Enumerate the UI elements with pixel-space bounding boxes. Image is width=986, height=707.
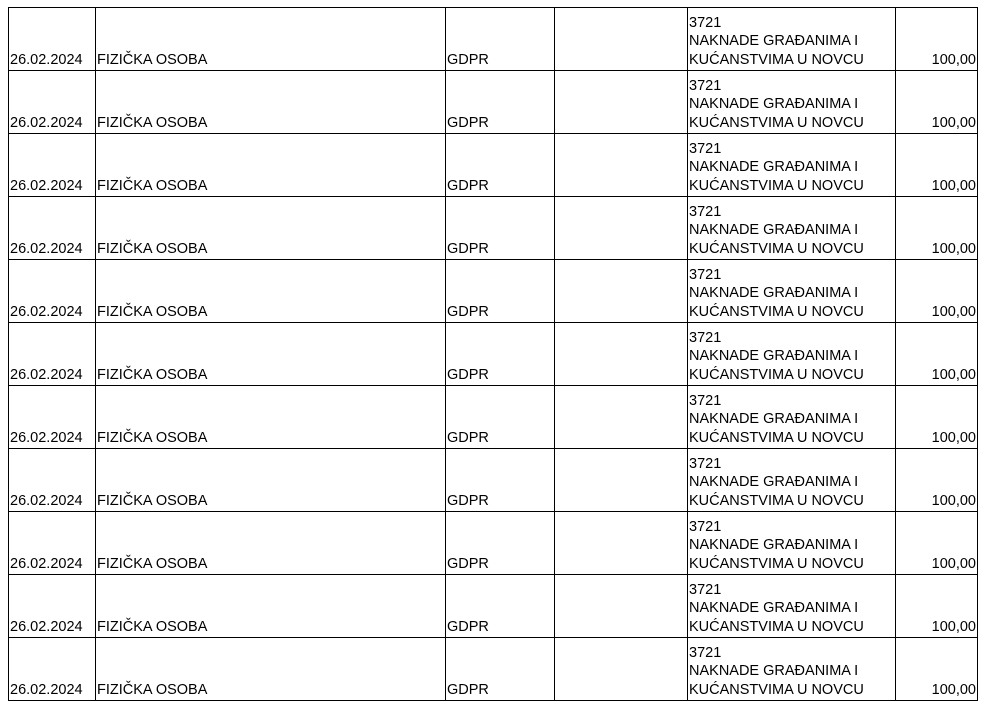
- recipient-cell: FIZIČKA OSOBA: [96, 449, 446, 512]
- table-row: [9, 71, 978, 134]
- account-name-line-1: NAKNADE GRAĐANIMA I: [689, 663, 859, 679]
- extra-cell: [555, 71, 688, 134]
- extra-cell: [555, 260, 688, 323]
- account-cell: [688, 8, 896, 71]
- place-cell: GDPR: [446, 638, 555, 701]
- date-cell: 26.02.2024: [9, 512, 96, 575]
- date-cell: 26.02.2024: [9, 323, 96, 386]
- extra-cell: [555, 638, 688, 701]
- place-cell: GDPR: [446, 449, 555, 512]
- amount-cell: 100,00: [896, 386, 978, 449]
- account-cell: [688, 638, 896, 701]
- extra-cell: [555, 575, 688, 638]
- account-name-line-2: KUĆANSTVIMA U NOVCU: [689, 429, 864, 446]
- account-code: 3721: [689, 266, 722, 283]
- account-cell: [688, 260, 896, 323]
- extra-cell: [555, 197, 688, 260]
- recipient-cell: FIZIČKA OSOBA: [96, 638, 446, 701]
- account-cell: [688, 134, 896, 197]
- account-name-line-1: NAKNADE GRAĐANIMA I: [689, 33, 859, 49]
- place-cell: GDPR: [446, 512, 555, 575]
- table-row: [9, 512, 978, 575]
- amount-cell: 100,00: [896, 8, 978, 71]
- recipient-cell: FIZIČKA OSOBA: [96, 8, 446, 71]
- account-name-line-2: KUĆANSTVIMA U NOVCU: [689, 51, 864, 68]
- account-name-line-1: NAKNADE GRAĐANIMA I: [689, 96, 859, 112]
- account-cell: [688, 512, 896, 575]
- amount-cell: 100,00: [896, 512, 978, 575]
- extra-cell: [555, 449, 688, 512]
- date-cell: 26.02.2024: [9, 575, 96, 638]
- date-cell: 26.02.2024: [9, 449, 96, 512]
- table-row: [9, 323, 978, 386]
- account-name-line-1: NAKNADE GRAĐANIMA I: [689, 537, 859, 553]
- table-row: [9, 134, 978, 197]
- recipient-cell: FIZIČKA OSOBA: [96, 71, 446, 134]
- account-code: 3721: [689, 77, 722, 94]
- place-cell: GDPR: [446, 71, 555, 134]
- place-cell: GDPR: [446, 197, 555, 260]
- account-name-line-1: NAKNADE GRAĐANIMA I: [689, 600, 859, 616]
- recipient-cell: FIZIČKA OSOBA: [96, 260, 446, 323]
- place-cell: GDPR: [446, 575, 555, 638]
- place-cell: GDPR: [446, 386, 555, 449]
- account-name-line-1: NAKNADE GRAĐANIMA I: [689, 411, 859, 427]
- table-row: [9, 638, 978, 701]
- recipient-cell: FIZIČKA OSOBA: [96, 575, 446, 638]
- account-code: 3721: [689, 518, 722, 535]
- date-cell: 26.02.2024: [9, 71, 96, 134]
- amount-cell: 100,00: [896, 575, 978, 638]
- recipient-cell: FIZIČKA OSOBA: [96, 197, 446, 260]
- account-name-line-1: NAKNADE GRAĐANIMA I: [689, 348, 859, 364]
- account-name-line-2: KUĆANSTVIMA U NOVCU: [689, 303, 864, 320]
- extra-cell: [555, 134, 688, 197]
- payments-table-body: [9, 8, 978, 701]
- recipient-cell: FIZIČKA OSOBA: [96, 134, 446, 197]
- account-cell: [688, 449, 896, 512]
- account-code: 3721: [689, 14, 722, 31]
- account-name-line-2: KUĆANSTVIMA U NOVCU: [689, 618, 864, 635]
- extra-cell: [555, 512, 688, 575]
- date-cell: 26.02.2024: [9, 260, 96, 323]
- account-name-line-1: NAKNADE GRAĐANIMA I: [689, 222, 859, 238]
- table-row: [9, 260, 978, 323]
- account-name-line-1: NAKNADE GRAĐANIMA I: [689, 159, 859, 175]
- table-row: [9, 575, 978, 638]
- account-cell: [688, 71, 896, 134]
- table-row: [9, 386, 978, 449]
- account-code: 3721: [689, 581, 722, 598]
- date-cell: 26.02.2024: [9, 197, 96, 260]
- date-cell: 26.02.2024: [9, 638, 96, 701]
- amount-cell: 100,00: [896, 260, 978, 323]
- table-row: [9, 197, 978, 260]
- account-name-line-2: KUĆANSTVIMA U NOVCU: [689, 366, 864, 383]
- recipient-cell: FIZIČKA OSOBA: [96, 512, 446, 575]
- date-cell: 26.02.2024: [9, 134, 96, 197]
- payments-table: [8, 7, 978, 701]
- extra-cell: [555, 323, 688, 386]
- account-name-line-2: KUĆANSTVIMA U NOVCU: [689, 681, 864, 698]
- account-name-line-2: KUĆANSTVIMA U NOVCU: [689, 240, 864, 257]
- account-code: 3721: [689, 329, 722, 346]
- account-code: 3721: [689, 644, 722, 661]
- amount-cell: 100,00: [896, 638, 978, 701]
- account-code: 3721: [689, 392, 722, 409]
- date-cell: 26.02.2024: [9, 386, 96, 449]
- account-cell: [688, 323, 896, 386]
- place-cell: GDPR: [446, 260, 555, 323]
- account-name-line-2: KUĆANSTVIMA U NOVCU: [689, 177, 864, 194]
- amount-cell: 100,00: [896, 449, 978, 512]
- table-row: [9, 8, 978, 71]
- account-name-line-1: NAKNADE GRAĐANIMA I: [689, 285, 859, 301]
- account-code: 3721: [689, 203, 722, 220]
- table-row: [9, 449, 978, 512]
- account-name-line-2: KUĆANSTVIMA U NOVCU: [689, 114, 864, 131]
- amount-cell: 100,00: [896, 134, 978, 197]
- extra-cell: [555, 386, 688, 449]
- amount-cell: 100,00: [896, 323, 978, 386]
- place-cell: GDPR: [446, 134, 555, 197]
- account-name-line-2: KUĆANSTVIMA U NOVCU: [689, 555, 864, 572]
- account-cell: [688, 386, 896, 449]
- account-cell: [688, 575, 896, 638]
- account-code: 3721: [689, 455, 722, 472]
- amount-cell: 100,00: [896, 197, 978, 260]
- recipient-cell: FIZIČKA OSOBA: [96, 386, 446, 449]
- account-name-line-1: NAKNADE GRAĐANIMA I: [689, 474, 859, 490]
- date-cell: 26.02.2024: [9, 8, 96, 71]
- account-name-line-2: KUĆANSTVIMA U NOVCU: [689, 492, 864, 509]
- extra-cell: [555, 8, 688, 71]
- account-code: 3721: [689, 140, 722, 157]
- place-cell: GDPR: [446, 323, 555, 386]
- amount-cell: 100,00: [896, 71, 978, 134]
- recipient-cell: FIZIČKA OSOBA: [96, 323, 446, 386]
- account-cell: [688, 197, 896, 260]
- place-cell: GDPR: [446, 8, 555, 71]
